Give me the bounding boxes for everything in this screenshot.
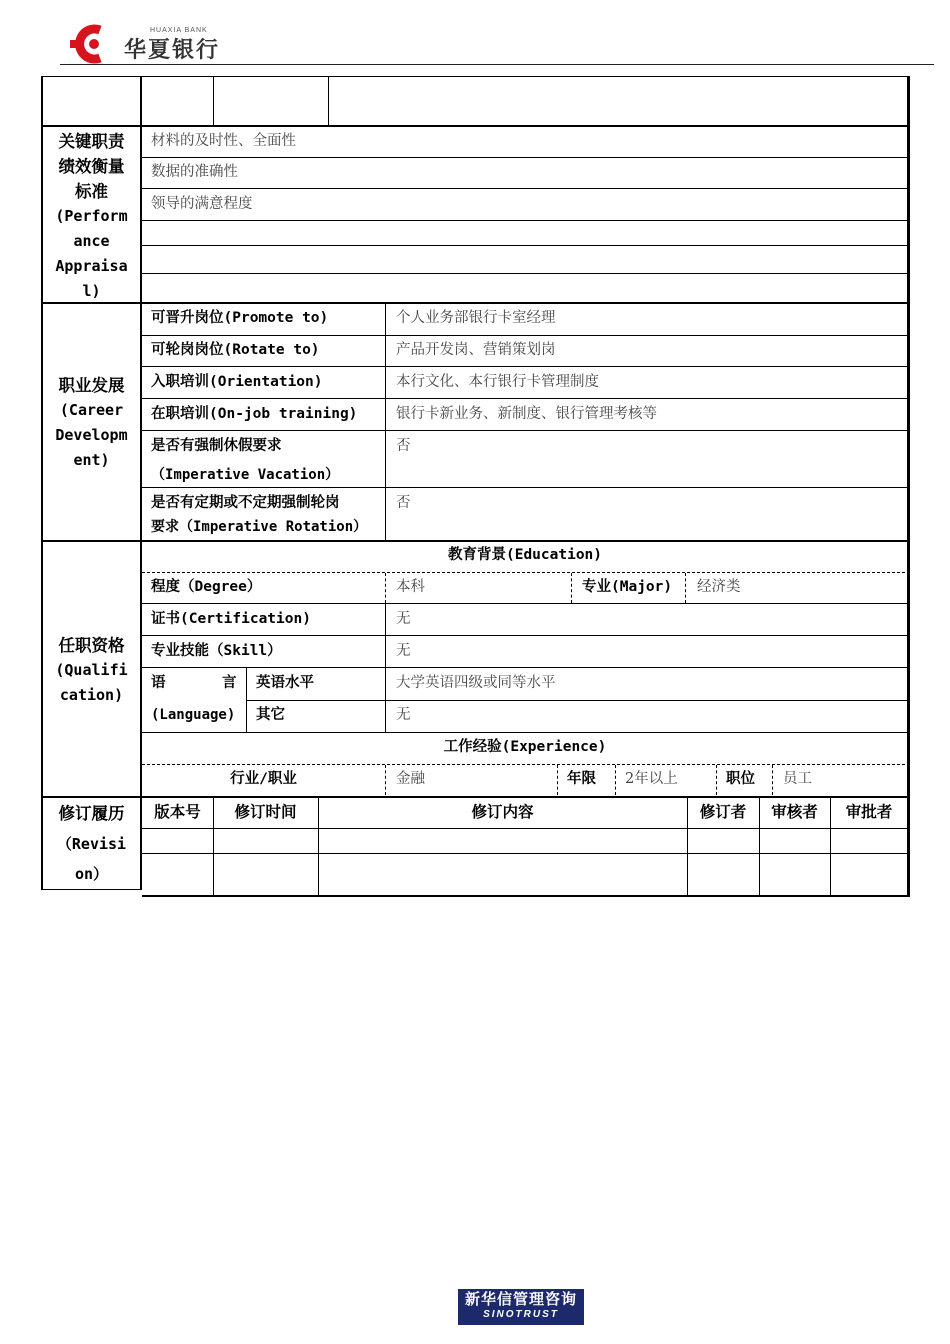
degree-label: 程度（Degree） <box>151 579 262 595</box>
rotate-label: 可轮岗岗位(Rotate to) <box>151 342 320 358</box>
other-language-value: 无 <box>396 707 411 723</box>
kpi-item-2: 数据的准确性 <box>151 164 238 180</box>
orientation-value: 本行文化、本行银行卡管理制度 <box>396 374 599 390</box>
promote-value: 个人业务部银行卡室经理 <box>396 310 556 326</box>
degree-value: 本科 <box>396 579 425 595</box>
skill-label: 专业技能（Skill） <box>151 643 282 659</box>
years-label: 年限 <box>567 771 596 787</box>
revision-col-approver: 审批者 <box>845 803 893 821</box>
rotation-label-line1: 是否有定期或不定期强制轮岗 <box>151 495 340 511</box>
certification-label: 证书(Certification) <box>151 611 311 627</box>
industry-label: 行业/职业 <box>230 771 297 787</box>
industry-value: 金融 <box>396 771 425 787</box>
kpi-item-3: 领导的满意程度 <box>151 196 253 212</box>
onjob-training-label: 在职培训(On-job training) <box>151 406 358 422</box>
english-level-label: 英语水平 <box>256 675 314 691</box>
skill-value: 无 <box>396 643 411 659</box>
years-value: 2年以上 <box>625 771 678 787</box>
major-value: 经济类 <box>697 579 741 595</box>
vacation-value: 否 <box>396 438 411 454</box>
position-value: 员工 <box>783 771 812 787</box>
onjob-training-value: 银行卡新业务、新制度、银行管理考核等 <box>396 406 657 422</box>
rotation-label-line2: 要求（Imperative Rotation） <box>151 519 368 535</box>
rotation-value: 否 <box>396 495 411 511</box>
revision-col-content: 修订内容 <box>471 803 534 821</box>
language-label-b: 言 <box>222 675 237 691</box>
language-label-a: 语 <box>151 675 166 691</box>
rotate-value: 产品开发岗、营销策划岗 <box>396 342 556 358</box>
career-section-label: 职业发展 (Career Developm ent) <box>55 376 128 469</box>
other-language-label: 其它 <box>256 707 285 723</box>
revision-col-version: 版本号 <box>154 803 201 821</box>
language-label-en: (Language) <box>151 707 236 723</box>
huaxia-bank-logo-icon <box>70 24 114 64</box>
revision-col-reviewer: 审核者 <box>771 803 818 821</box>
major-label: 专业(Major) <box>582 579 673 595</box>
orientation-label: 入职培训(Orientation) <box>151 374 323 390</box>
sinotrust-logo: 新华信管理咨询 SINOTRUST <box>458 1289 584 1325</box>
vacation-label-line1: 是否有强制休假要求 <box>151 438 282 454</box>
promote-label: 可晋升岗位(Promote to) <box>151 310 329 326</box>
kpi-item-1: 材料的及时性、全面性 <box>151 133 296 149</box>
revision-col-time: 修订时间 <box>234 803 297 821</box>
english-level-value: 大学英语四级或同等水平 <box>396 675 556 691</box>
certification-value: 无 <box>396 611 411 627</box>
revision-section-label: 修订履历 （Revisi on） <box>56 804 127 883</box>
experience-header: 工作经验(Experience) <box>443 739 607 755</box>
position-label: 职位 <box>726 771 755 787</box>
page-header <box>0 0 950 70</box>
revision-col-reviser: 修订者 <box>699 803 747 821</box>
vacation-label-line2: （Imperative Vacation） <box>151 467 340 483</box>
brand-chinese: 华夏银行 <box>124 38 221 63</box>
kpi-section-label: 关键职责 绩效衡量 标准 (Perform ance Appraisa l) <box>55 132 128 300</box>
education-header: 教育背景(Education) <box>447 547 603 563</box>
qualification-section-label: 任职资格 (Qualifi cation) <box>55 636 128 704</box>
brand-english: HUAXIA BANK <box>150 27 208 34</box>
header-divider <box>60 64 934 65</box>
